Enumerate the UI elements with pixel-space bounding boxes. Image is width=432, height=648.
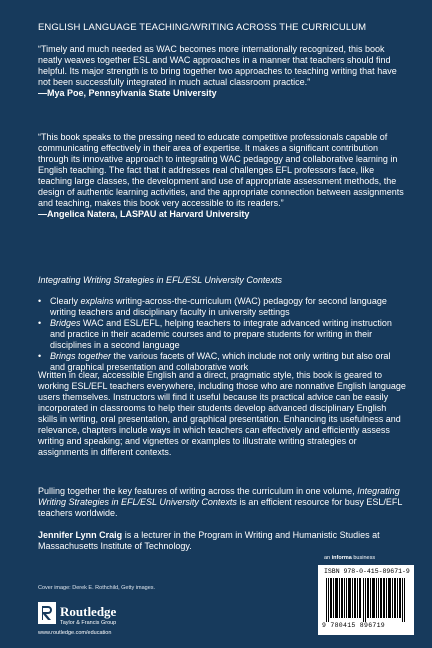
book-title: Integrating Writing Strategies in EFL/ESL University Contexts: [38, 275, 282, 285]
publisher-url: www.routledge.com/education: [38, 630, 112, 636]
routledge-logo-icon: [38, 602, 56, 624]
summary-title: Integrating Writing Strategies in EFL/ESL University Contexts: [38, 486, 400, 507]
feature-list: [38, 296, 406, 373]
bullet-text: WAC and ESL/EFL, helping teachers to integrate advanced writing instruction and practice in their academic courses and to prepare students for writing in their disciplines in a second language: [50, 318, 392, 350]
bullet-emphasis: explains: [80, 296, 114, 306]
endorsement-2: [38, 132, 406, 220]
isbn-barcode: [318, 565, 414, 635]
summary-text-end: is an efficient resource for busy ESL/EFL teachers worldwide.: [38, 497, 403, 518]
isbn-label: ISBN 978-0-415-89671-9: [324, 568, 410, 575]
informa-tagline: [324, 555, 375, 561]
list-item: [38, 296, 406, 318]
endorsement-quote: “This book speaks to the pressing need to educate competitive professionals capable of communicating effectively in their area of expertise. It makes a significant contribution through its innovative approach to integrating WAC pedagogy and collaborative learning in English teaching. The fact that it addresses real challenges EFL professors face, like teaching large classes, the development and use of appropriate assessment methods, the design of authentic learning activities, and the appropriate connection between assignments and teaching, makes this book very accessible to its readers.”: [38, 132, 404, 208]
endorsement-1: [38, 44, 406, 99]
endorsement-attribution: —Angelica Natera, LASPAU at Harvard University: [38, 209, 250, 219]
informa-pre: an: [324, 555, 332, 561]
barcode-icon: [326, 578, 406, 622]
publisher-name: Routledge: [60, 604, 117, 619]
bullet-lead: Clearly: [50, 296, 81, 306]
bullet-emphasis: Bridges: [50, 318, 81, 328]
publisher-group: Taylor & Francis Group: [60, 620, 117, 626]
series-header: ENGLISH LANGUAGE TEACHING/WRITING ACROSS THE CURRICULUM: [38, 22, 367, 33]
author-name: Jennifer Lynn Craig: [38, 530, 123, 540]
endorsement-attribution: —Mya Poe, Pennsylvania State University: [38, 88, 217, 98]
summary-text: Pulling together the key features of writing across the curriculum in one volume,: [38, 486, 358, 496]
bullet-text: writing-across-the-curriculum (WAC) pedagogy for second language writing teachers and disciplinary faculty in university settings: [50, 296, 387, 317]
barcode-digits: 9 780415 896719: [322, 622, 386, 629]
description-paragraph: Written in clear, accessible English and a direct, pragmatic style, this book is geared to working ESL/EFL teachers everywhere, including those who are nonnative English language users themselves. Instructors will find it useful because its practical advice can be easily incorporated in classrooms to help their students develop advanced disciplinary English skills in writing, oral presentation, and graphical presentation. Enhancing its usefulness and relevance, chapters include ways in which teachers can effectively and efficiently assess writing and speaking; and vignettes or examples to illustrate writing strategies or assignments in different contexts.: [38, 370, 406, 457]
informa-brand: informa: [331, 555, 352, 561]
informa-post: business: [351, 555, 376, 561]
cover-credit: Cover image: Derek E. Rothchild, Getty images.: [38, 585, 156, 591]
summary-paragraph: [38, 486, 406, 519]
bullet-text: the various facets of WAC, which include not only writing but also oral and graphical presentation and collaborative work: [50, 351, 391, 372]
bullet-emphasis: Brings together: [50, 351, 112, 361]
endorsement-quote: “Timely and much needed as WAC becomes more internationally recognized, this book neatly weaves together ESL and WAC approaches in a manner that teachers should find helpful. Its major strength is to bring together two approaches to teaching writing that have not been successfully integrated in much actual classroom practice.”: [38, 44, 397, 87]
list-item: [38, 318, 406, 351]
author-bio: [38, 530, 406, 552]
author-bio-text: is a lecturer in the Program in Writing and Humanistic Studies at Massachusetts Institute of Technology.: [38, 530, 380, 551]
